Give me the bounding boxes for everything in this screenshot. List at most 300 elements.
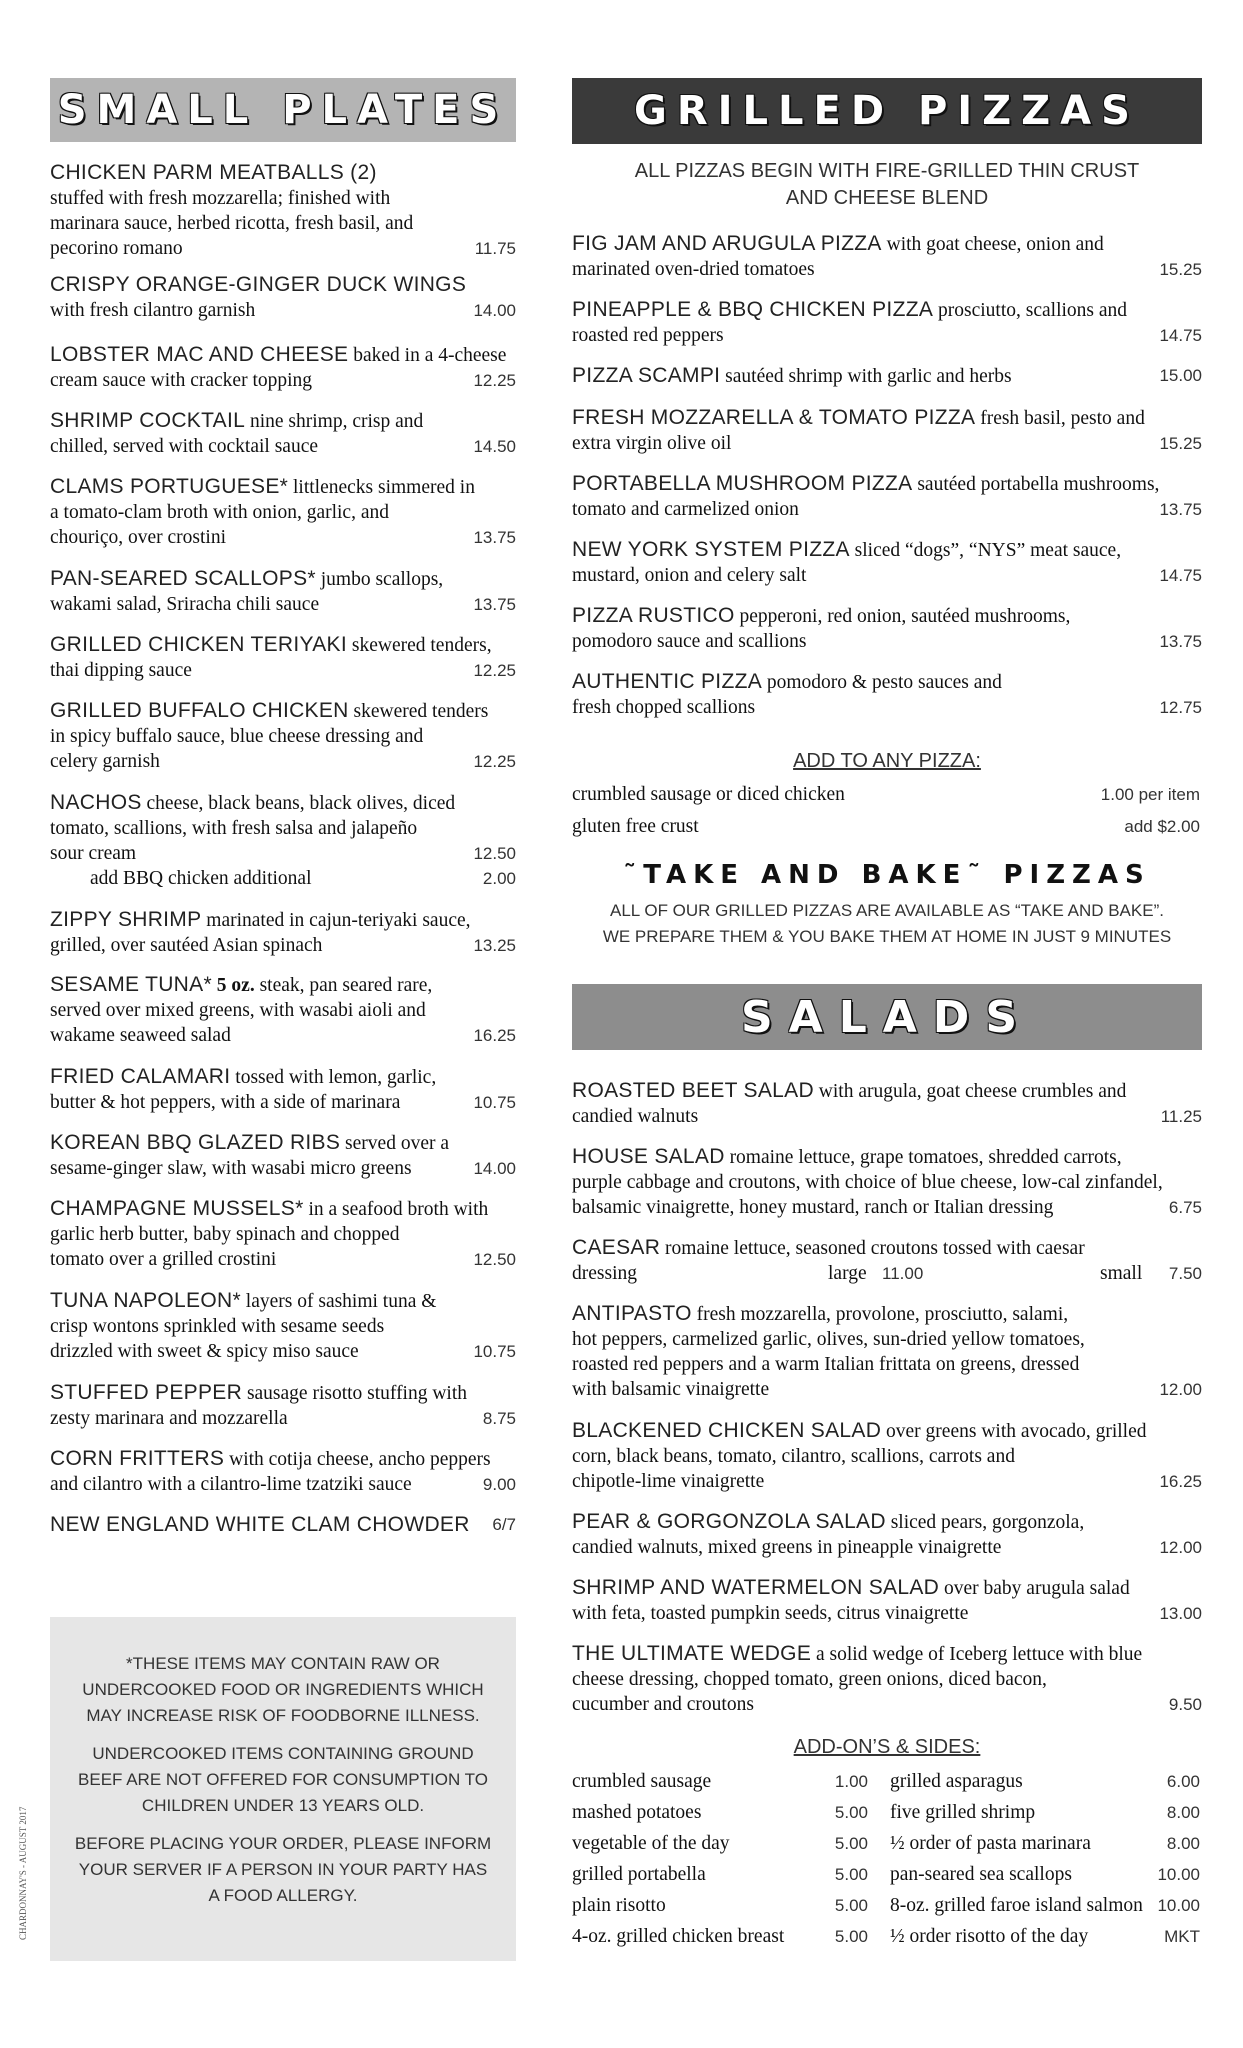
salad-item-price: 9.50 — [1168, 1695, 1202, 1714]
small-plate-item-price: 12.50 — [473, 1250, 516, 1269]
side-item-price: 5.00 — [834, 1865, 868, 1884]
pizza-item-desc-line: tomato and carmelized onion — [572, 499, 799, 520]
pizza-item-name: PORTABELLA MUSHROOM PIZZA — [572, 472, 913, 495]
small-plate-item-inline-desc: tossed with lemon, garlic, — [235, 1067, 437, 1088]
small-plate-item-first-line — [50, 1380, 516, 1406]
take-and-bake-title: ˜TAKE AND BAKE˜ PIZZAS — [623, 860, 1151, 890]
side-item — [890, 1800, 1200, 1825]
small-plate-item-first-line — [50, 160, 516, 186]
pizza-item-name: AUTHENTIC PIZZA — [572, 670, 763, 693]
pizza-item-name: PINEAPPLE & BBQ CHICKEN PIZZA — [572, 298, 934, 321]
small-plate-item-name: GRILLED CHICKEN TERIYAKI — [50, 633, 347, 656]
pizza-add-row — [572, 782, 1200, 807]
small-plate-item-name: CHAMPAGNE MUSSELS* — [50, 1197, 304, 1220]
small-plate-item-desc-line: drizzled with sweet & spicy miso sauce — [50, 1341, 359, 1362]
pizza-item-last-line — [572, 497, 1202, 522]
salad-item-desc-line: purple cabbage and croutons, with choice of blue cheese, low-cal zinfandel, — [572, 1172, 1163, 1193]
salad-item-name: HOUSE SALAD — [572, 1145, 725, 1168]
small-plate-item-desc-line: marinara sauce, herbed ricotta, fresh basil, and — [50, 213, 414, 234]
small-plate-item-last-line — [50, 1090, 516, 1115]
small-plate-item-desc-line: butter & hot peppers, with a side of marinara — [50, 1092, 401, 1113]
small-plate-item-price: 12.50 — [473, 844, 516, 863]
small-plates-banner — [50, 78, 516, 142]
small-plate-item-inline-desc: in a seafood broth with — [308, 1199, 489, 1220]
small-plate-item-first-line — [50, 1446, 516, 1472]
side-item-price: MKT — [1164, 1927, 1200, 1946]
take-and-bake-line: WE PREPARE THEM & YOU BAKE THEM AT HOME IN JUST 9 MINUTES — [602, 927, 1172, 946]
small-plate-item-price: 12.25 — [473, 752, 516, 771]
small-plate-item-inline-desc: skewered tenders — [353, 701, 489, 722]
small-plate-item-last-line — [50, 434, 516, 459]
small-plate-item-inline-desc: jumbo scallops, — [320, 569, 444, 590]
small-plate-item-desc-line: wakami salad, Sriracha chili sauce — [50, 594, 320, 615]
small-plate-item — [50, 632, 516, 683]
pizza-item — [572, 363, 1202, 389]
small-plate-item-inline-desc: nine shrimp, crisp and — [249, 411, 424, 432]
salad-item-first-line — [572, 1144, 1202, 1170]
small-plate-item — [50, 1446, 516, 1497]
side-item — [890, 1893, 1200, 1918]
small-plate-item-first-line — [50, 1196, 516, 1222]
small-plate-item-inline-desc: sausage risotto stuffing with — [246, 1383, 468, 1404]
small-plate-item — [50, 1064, 516, 1115]
small-plate-item-first-line — [50, 342, 516, 368]
salad-item-name: BLACKENED CHICKEN SALAD — [572, 1419, 882, 1442]
salad-item-last-line — [572, 1692, 1202, 1717]
pizza-intro-line: AND CHEESE BLEND — [785, 187, 989, 209]
small-plate-item-extra-price: 2.00 — [482, 869, 516, 888]
side-item — [890, 1831, 1200, 1856]
small-plate-item-last-line — [50, 1247, 516, 1272]
small-plate-item-name: NEW ENGLAND WHITE CLAM CHOWDER — [50, 1513, 470, 1536]
small-plate-item-price: 10.75 — [473, 1342, 516, 1361]
small-plate-item-price: 13.25 — [473, 936, 516, 955]
salad-item-first-line — [572, 1575, 1202, 1601]
notice-ground-beef: UNDERCOOKED ITEMS CONTAINING GROUND BEEF ARE NOT OFFERED FOR CONSUMPTION TO CHILDREN UNDER 13 YEARS OLD. — [78, 1744, 488, 1815]
small-plate-item — [50, 342, 516, 393]
salad-item-inline-desc: with arugula, goat cheese crumbles and — [818, 1081, 1127, 1102]
salad-item — [572, 1641, 1202, 1717]
salad-item-name: ROASTED BEET SALAD — [572, 1079, 814, 1102]
pizza-item-inline-desc: with goat cheese, onion and — [886, 234, 1104, 255]
small-plate-item-portion: 5 oz. — [216, 975, 255, 996]
small-plate-item-inline-desc: with cotija cheese, ancho peppers — [229, 1449, 491, 1470]
side-item-label: 8-oz. grilled faroe island salmon — [890, 1895, 1143, 1916]
small-plate-item-desc-line: stuffed with fresh mozzarella; finished with — [50, 188, 391, 209]
small-plate-item-last-line — [50, 933, 516, 958]
small-plate-item-extra-label: add BBQ chicken additional — [90, 868, 312, 889]
small-plate-item — [50, 698, 516, 774]
pizza-item-price: 12.75 — [1159, 698, 1202, 717]
small-plate-item-name: CLAMS PORTUGUESE* — [50, 475, 289, 498]
salad-item-first-line — [572, 1418, 1202, 1444]
small-plate-item-inline-desc: steak, pan seared rare, — [259, 975, 433, 996]
side-item-label: vegetable of the day — [572, 1833, 730, 1854]
small-plate-item-last-line — [50, 841, 516, 866]
small-plate-item-inline-desc: served over a — [345, 1133, 449, 1154]
caesar-large-label: large — [828, 1263, 867, 1284]
salad-item-desc-line: cucumber and croutons — [572, 1694, 754, 1715]
pizza-item — [572, 603, 1202, 654]
side-item — [890, 1924, 1200, 1949]
small-plate-item — [50, 566, 516, 617]
side-item-label: crumbled sausage — [572, 1771, 712, 1792]
small-plate-item-desc-line: a tomato-clam broth with onion, garlic, and — [50, 502, 389, 523]
salad-item-last-line — [572, 1601, 1202, 1626]
pizza-item-last-line — [572, 563, 1202, 588]
take-and-bake-line: ALL OF OUR GRILLED PIZZAS ARE AVAILABLE AS “TAKE AND BAKE”. — [610, 901, 1164, 920]
salad-item-inline-desc: sliced pears, gorgonzola, — [890, 1512, 1085, 1533]
grilled-pizzas-title: GRILLED PIZZAS — [634, 88, 1140, 134]
pizza-item-inline-desc: pepperoni, red onion, sautéed mushrooms, — [739, 606, 1071, 627]
small-plate-item-inline-desc: littlenecks simmered in — [292, 477, 475, 498]
notice-allergy: BEFORE PLACING YOUR ORDER, PLEASE INFORM YOUR SERVER IF A PERSON IN YOUR PARTY HAS A FOOD ALLERGY. — [74, 1834, 492, 1905]
small-plate-item-first-line — [50, 698, 516, 724]
small-plate-item-inline-desc: layers of sashimi tuna & — [245, 1291, 437, 1312]
small-plate-item-name: PAN-SEARED SCALLOPS* — [50, 567, 316, 590]
pizza-item — [572, 231, 1202, 282]
small-plate-item-inline-desc: marinated in cajun-teriyaki sauce, — [206, 910, 471, 931]
small-plate-item-inline-desc: skewered tenders, — [351, 635, 492, 656]
small-plate-item-price: 12.25 — [473, 371, 516, 390]
pizza-item-name: FIG JAM AND ARUGULA PIZZA — [572, 232, 882, 255]
side-item-price: 10.00 — [1157, 1896, 1200, 1915]
small-plate-item-desc-line: zesty marinara and mozzarella — [50, 1408, 288, 1429]
grilled-pizzas-banner — [572, 78, 1202, 144]
pizza-item-first-line — [572, 297, 1202, 323]
salad-item-inline-desc: a solid wedge of Iceberg lettuce with blue — [816, 1644, 1143, 1665]
pizza-item-name: PIZZA RUSTICO — [572, 604, 735, 627]
small-plate-item-name: LOBSTER MAC AND CHEESE — [50, 343, 349, 366]
caesar-large-price: 11.00 — [882, 1264, 924, 1283]
pizza-item-first-line — [572, 669, 1202, 695]
side-item — [890, 1769, 1200, 1794]
small-plate-item-first-line — [50, 972, 516, 998]
pizza-item-name: FRESH MOZZARELLA & TOMATO PIZZA — [572, 406, 976, 429]
salad-item-price: 13.00 — [1159, 1604, 1202, 1623]
take-and-bake-text — [572, 898, 1202, 950]
side-item-label: 4-oz. grilled chicken breast — [572, 1926, 785, 1947]
pizza-item-inline-desc: fresh basil, pesto and — [980, 408, 1145, 429]
pizza-item-price: 14.75 — [1159, 566, 1202, 585]
small-plate-item-last-line — [50, 592, 516, 617]
small-plate-item-name: SESAME TUNA* — [50, 973, 212, 996]
salad-item-first-line — [572, 1078, 1202, 1104]
pizza-item-desc-line: fresh chopped scallions — [572, 697, 756, 718]
pizza-item-last-line — [572, 257, 1202, 282]
small-plate-item-last-line — [50, 1023, 516, 1048]
salad-item-inline-desc: fresh mozzarella, provolone, prosciutto, salami, — [696, 1304, 1069, 1325]
salad-item-name: ANTIPASTO — [572, 1302, 692, 1325]
side-item-label: ½ order of pasta marinara — [890, 1833, 1091, 1854]
pizza-item-price: 13.75 — [1159, 500, 1202, 519]
salad-item-desc-line: balsamic vinaigrette, honey mustard, ranch or Italian dressing — [572, 1197, 1054, 1218]
small-plate-item-inline-desc: cheese, black beans, black olives, diced — [146, 793, 456, 814]
pizza-item-inline-desc: prosciutto, scallions and — [938, 300, 1128, 321]
pizza-intro-line: ALL PIZZAS BEGIN WITH FIRE-GRILLED THIN CRUST — [634, 160, 1140, 182]
small-plate-item-desc-line: and cilantro with a cilantro-lime tzatziki sauce — [50, 1474, 412, 1495]
allergy-notice — [50, 1617, 516, 1961]
salad-item-desc-line: with feta, toasted pumpkin seeds, citrus vinaigrette — [572, 1603, 969, 1624]
notice-raw-food: *THESE ITEMS MAY CONTAIN RAW OR UNDERCOOKED FOOD OR INGREDIENTS WHICH MAY INCREASE RISK OF FOODBORNE ILLNESS. — [82, 1654, 484, 1725]
small-plate-item-desc-line: thai dipping sauce — [50, 660, 192, 681]
small-plate-item-first-line — [50, 474, 516, 500]
side-item — [572, 1831, 868, 1856]
side-item-label: grilled asparagus — [890, 1771, 1023, 1792]
small-plate-item-price: 12.25 — [473, 661, 516, 680]
small-plate-item-name: CRISPY ORANGE-GINGER DUCK WINGS — [50, 273, 467, 296]
pizza-item-last-line — [572, 695, 1202, 720]
side-item-label: grilled portabella — [572, 1864, 706, 1885]
small-plate-item-desc-line: chilled, served with cocktail sauce — [50, 436, 319, 457]
salad-item-desc-line: candied walnuts, mixed greens in pineapple vinaigrette — [572, 1537, 1002, 1558]
small-plate-item-name: KOREAN BBQ GLAZED RIBS — [50, 1131, 341, 1154]
caesar-small-label: small — [1100, 1263, 1143, 1284]
small-plate-item-desc-line: garlic herb butter, baby spinach and chopped — [50, 1224, 400, 1245]
pizza-item — [572, 537, 1202, 588]
salad-item-last-line — [572, 1535, 1202, 1560]
salad-item — [572, 1144, 1202, 1220]
small-plate-item-desc-line: pecorino romano — [50, 238, 183, 259]
side-item — [572, 1800, 868, 1825]
pizza-add-label: crumbled sausage or diced chicken — [572, 784, 845, 805]
small-plate-item-name: NACHOS — [50, 791, 142, 814]
side-item-label: five grilled shrimp — [890, 1802, 1036, 1823]
small-plate-item-name: STUFFED PEPPER — [50, 1381, 243, 1404]
small-plate-item-last-line — [50, 525, 516, 550]
pizza-item-inline-desc: pomodoro & pesto sauces and — [766, 672, 1002, 693]
small-plate-item-price: 13.75 — [473, 595, 516, 614]
side-item — [572, 1924, 868, 1949]
pizza-item-desc-line: extra virgin olive oil — [572, 433, 732, 454]
salad-item — [572, 1418, 1202, 1494]
side-item — [572, 1862, 868, 1887]
pizza-item-inline-desc: sliced “dogs”, “NYS” meat sauce, — [854, 540, 1122, 561]
small-plate-item-last-line — [50, 658, 516, 683]
salad-item-name: CAESAR — [572, 1236, 661, 1259]
salad-item-name: SHRIMP AND WATERMELON SALAD — [572, 1576, 940, 1599]
small-plate-item — [50, 907, 516, 958]
pizza-add-price: 1.00 per item — [1100, 785, 1200, 804]
pizza-item-first-line — [572, 471, 1202, 497]
salad-item-first-line — [572, 1641, 1202, 1667]
small-plate-item — [50, 1196, 516, 1272]
side-item-price: 8.00 — [1166, 1834, 1200, 1853]
small-plate-item-name: FRIED CALAMARI — [50, 1065, 231, 1088]
salad-item — [572, 1575, 1202, 1626]
menu-date-tag: CHARDONNAY'S - AUGUST 2017 — [18, 1806, 28, 1940]
side-item-price: 6.00 — [1166, 1772, 1200, 1791]
salad-item-last-line — [572, 1469, 1202, 1494]
salad-caesar-sizes — [572, 1261, 1202, 1286]
salad-item-price: 6.75 — [1168, 1198, 1202, 1217]
small-plate-item-last-line — [50, 236, 516, 261]
small-plate-item-first-line — [50, 408, 516, 434]
salad-item-last-line — [572, 1195, 1202, 1220]
pizza-item — [572, 297, 1202, 348]
small-plate-item-price: 9.00 — [482, 1475, 516, 1494]
small-plate-item-price: 13.75 — [473, 528, 516, 547]
small-plate-item-desc-line: chouriço, over crostini — [50, 527, 226, 548]
salad-item-last-line — [572, 1377, 1202, 1402]
small-plate-item-last-line — [50, 298, 516, 323]
pizza-item — [572, 669, 1202, 720]
small-plate-item-name: ZIPPY SHRIMP — [50, 908, 202, 931]
pizza-item-first-line — [572, 405, 1202, 431]
small-plate-item — [50, 160, 516, 261]
pizza-item-desc-line: roasted red peppers — [572, 325, 724, 346]
side-item-label: ½ order risotto of the day — [890, 1926, 1089, 1947]
small-plate-item-first-line — [50, 1130, 516, 1156]
small-plate-item — [50, 272, 516, 323]
salad-item-desc-line: cheese dressing, chopped tomato, green onions, diced bacon, — [572, 1669, 1047, 1690]
small-plate-item — [50, 1288, 516, 1364]
small-plate-item-last-line — [50, 368, 516, 393]
small-plate-item-first-line — [50, 632, 516, 658]
small-plate-item-first-line — [50, 566, 516, 592]
small-plate-item-price: 14.50 — [473, 437, 516, 456]
small-plate-item-desc-line: sour cream — [50, 843, 137, 864]
salad-item-desc-line: chipotle-lime vinaigrette — [572, 1471, 765, 1492]
side-item-price: 8.00 — [1166, 1803, 1200, 1822]
small-plate-item-desc-line: served over mixed greens, with wasabi aioli and — [50, 1000, 426, 1021]
salad-item-price: 12.00 — [1159, 1538, 1202, 1557]
side-item-price: 5.00 — [834, 1803, 868, 1822]
small-plate-item — [50, 972, 516, 1048]
small-plate-item — [50, 1512, 516, 1538]
small-plate-item-first-line — [50, 907, 516, 933]
salad-item-name: THE ULTIMATE WEDGE — [572, 1642, 812, 1665]
small-plate-item-desc-line: in spicy buffalo sauce, blue cheese dressing and — [50, 726, 424, 747]
pizza-item-inline-desc: sautéed portabella mushrooms, — [917, 474, 1160, 495]
small-plate-item-price: 14.00 — [473, 301, 516, 320]
small-plate-item-last-line — [50, 749, 516, 774]
small-plate-item-last-line — [50, 1472, 516, 1497]
salad-item-first-line — [572, 1301, 1202, 1327]
small-plate-item-name: TUNA NAPOLEON* — [50, 1289, 241, 1312]
small-plate-item-last-line — [50, 1339, 516, 1364]
small-plates-title: SMALL PLATES — [57, 87, 509, 133]
small-plate-item-desc-line: crisp wontons sprinkled with sesame seeds — [50, 1316, 385, 1337]
pizza-item-first-line — [572, 363, 1202, 389]
side-item-label: pan-seared sea scallops — [890, 1864, 1072, 1885]
small-plate-item-desc-line: tomato over a grilled crostini — [50, 1249, 277, 1270]
salad-item-inline-desc: romaine lettuce, seasoned croutons tossed with caesar — [665, 1238, 1085, 1259]
pizza-item-last-line — [572, 431, 1202, 456]
small-plate-item — [50, 1130, 516, 1181]
pizza-add-label: gluten free crust — [572, 816, 699, 837]
small-plate-item-price: 10.75 — [473, 1093, 516, 1112]
side-item-price: 5.00 — [834, 1927, 868, 1946]
salad-item-desc-line: with balsamic vinaigrette — [572, 1379, 770, 1400]
side-item-price: 1.00 — [834, 1772, 868, 1791]
salad-item-inline-desc: over baby arugula salad — [944, 1578, 1130, 1599]
small-plate-item-price: 8.75 — [482, 1409, 516, 1428]
small-plate-item-name: CHICKEN PARM MEATBALLS (2) — [50, 161, 377, 184]
salad-item — [572, 1235, 1202, 1286]
pizza-item-price: 13.75 — [1159, 632, 1202, 651]
pizza-item-price: 15.00 — [1159, 366, 1202, 385]
salad-item-desc-line: corn, black beans, tomato, cilantro, scallions, carrots and — [572, 1446, 1015, 1467]
pizza-item-name: NEW YORK SYSTEM PIZZA — [572, 538, 850, 561]
pizza-add-row — [572, 814, 1200, 839]
pizza-item-inline-desc: sautéed shrimp with garlic and herbs — [725, 366, 1012, 387]
small-plate-item-inline-desc: baked in a 4-cheese — [353, 345, 507, 366]
pizza-item-desc-line: mustard, onion and celery salt — [572, 565, 807, 586]
pizza-item-first-line — [572, 537, 1202, 563]
pizza-item-last-line — [572, 629, 1202, 654]
salad-item-price: 12.00 — [1159, 1380, 1202, 1399]
side-item-price: 5.00 — [834, 1834, 868, 1853]
small-plate-item-desc-line: tomato, scallions, with fresh salsa and jalapeño — [50, 818, 418, 839]
small-plate-item-desc-line: grilled, over sautéed Asian spinach — [50, 935, 323, 956]
salads-title: SALADS — [740, 991, 1034, 1043]
salad-item-last-line — [572, 1104, 1202, 1129]
small-plate-item-desc-line: with fresh cilantro garnish — [50, 300, 256, 321]
small-plate-item-first-line — [50, 790, 516, 816]
salad-item-price: 11.25 — [1160, 1107, 1202, 1126]
caesar-dressing-word: dressing — [572, 1263, 637, 1284]
salad-item-name: PEAR & GORGONZOLA SALAD — [572, 1510, 886, 1533]
small-plate-item-first-line — [50, 1288, 516, 1314]
pizza-item-last-line — [572, 323, 1202, 348]
side-item-price: 10.00 — [1157, 1865, 1200, 1884]
add-to-pizza-title: ADD TO ANY PIZZA: — [793, 750, 981, 772]
small-plate-item-first-line — [50, 1512, 516, 1538]
caesar-small-price: 7.50 — [1168, 1264, 1202, 1283]
small-plate-item-desc-line: celery garnish — [50, 751, 160, 772]
side-item-price: 5.00 — [834, 1896, 868, 1915]
pizza-item — [572, 405, 1202, 456]
salad-item-inline-desc: over greens with avocado, grilled — [886, 1421, 1147, 1442]
small-plate-item-first-line — [50, 1064, 516, 1090]
pizza-item-price: 14.75 — [1159, 326, 1202, 345]
small-plate-item-name: SHRIMP COCKTAIL — [50, 409, 246, 432]
small-plate-item — [50, 408, 516, 459]
small-plate-item-price: 14.00 — [473, 1159, 516, 1178]
small-plate-item-extra — [50, 866, 516, 891]
pizza-item-first-line — [572, 231, 1202, 257]
small-plate-item — [50, 1380, 516, 1431]
salad-item — [572, 1301, 1202, 1402]
salad-item-desc-line: hot peppers, carmelized garlic, olives, sun-dried yellow tomatoes, — [572, 1329, 1085, 1350]
addons-sides-title: ADD-ON’S & SIDES: — [793, 1736, 981, 1758]
pizza-add-price: add $2.00 — [1124, 817, 1200, 836]
side-item-label: plain risotto — [572, 1895, 666, 1916]
pizza-item-desc-line: pomodoro sauce and scallions — [572, 631, 807, 652]
salad-item — [572, 1078, 1202, 1129]
side-item — [890, 1862, 1200, 1887]
small-plate-item-desc-line: sesame-ginger slaw, with wasabi micro greens — [50, 1158, 412, 1179]
small-plate-item-name: CORN FRITTERS — [50, 1447, 225, 1470]
side-item — [572, 1769, 868, 1794]
side-item-label: mashed potatoes — [572, 1802, 702, 1823]
small-plate-item-last-line — [50, 1156, 516, 1181]
pizza-item-price: 15.25 — [1159, 260, 1202, 279]
pizza-item-name: PIZZA SCAMPI — [572, 364, 721, 387]
small-plate-item-price: 6/7 — [492, 1515, 516, 1534]
small-plate-item-desc-line: cream sauce with cracker topping — [50, 370, 313, 391]
salad-item-price: 16.25 — [1159, 1472, 1202, 1491]
small-plate-item — [50, 790, 516, 891]
small-plate-item-last-line — [50, 1406, 516, 1431]
salads-banner — [572, 984, 1202, 1050]
small-plate-item-first-line — [50, 272, 516, 298]
salad-item-inline-desc: romaine lettuce, grape tomatoes, shredded carrots, — [729, 1147, 1122, 1168]
pizza-item-desc-line: marinated oven-dried tomatoes — [572, 259, 815, 280]
pizza-intro — [572, 158, 1202, 212]
small-plate-item — [50, 474, 516, 550]
